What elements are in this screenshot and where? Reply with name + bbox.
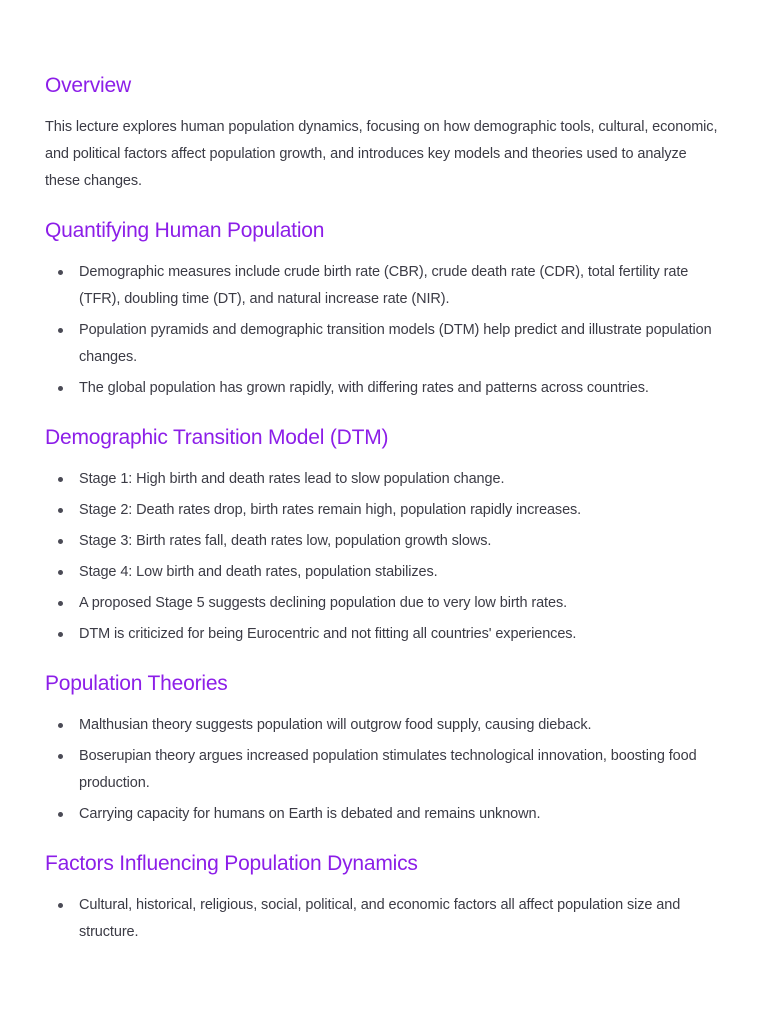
bullet-list xyxy=(45,466,723,648)
list-item xyxy=(45,590,723,617)
bullet-icon xyxy=(58,903,63,908)
section-factors-influencing-population-dynamics xyxy=(45,850,723,946)
bullet-icon xyxy=(58,570,63,575)
section-title: Population Theories xyxy=(45,672,228,695)
list-item xyxy=(45,559,723,586)
bullet-icon xyxy=(58,508,63,513)
list-item-text: Stage 1: High birth and death rates lead to slow population change. xyxy=(79,471,505,487)
list-item xyxy=(45,259,723,313)
list-item-text: Stage 3: Birth rates fall, death rates low, population growth slows. xyxy=(79,533,492,549)
list-item xyxy=(45,497,723,524)
list-item-text: DTM is criticized for being Eurocentric and not fitting all countries' experiences. xyxy=(79,626,577,642)
section-title: Quantifying Human Population xyxy=(45,219,325,242)
bullet-icon xyxy=(58,723,63,728)
list-item-text: Stage 4: Low birth and death rates, population stabilizes. xyxy=(79,564,438,580)
section-demographic-transition-model xyxy=(45,424,723,648)
section-title: Overview xyxy=(45,74,131,97)
bullet-icon xyxy=(58,477,63,482)
section-title: Demographic Transition Model (DTM) xyxy=(45,426,389,449)
list-item xyxy=(45,621,723,648)
list-item-text: Stage 2: Death rates drop, birth rates remain high, population rapidly increases. xyxy=(79,502,582,518)
list-item-text: The global population has grown rapidly, with differing rates and patterns across countries. xyxy=(79,380,649,396)
list-item xyxy=(45,712,723,739)
bullet-icon xyxy=(58,539,63,544)
list-item-text: Population pyramids and demographic transition models (DTM) help predict and illustrate population changes. xyxy=(79,322,712,365)
bullet-icon xyxy=(58,328,63,333)
list-item xyxy=(45,892,723,946)
bullet-list xyxy=(45,259,723,402)
section-overview xyxy=(45,72,723,195)
bullet-icon xyxy=(58,601,63,606)
list-item-text: Cultural, historical, religious, social, political, and economic factors all affect population size and structure. xyxy=(79,897,681,940)
bullet-icon xyxy=(58,270,63,275)
list-item xyxy=(45,528,723,555)
bullet-icon xyxy=(58,812,63,817)
list-item xyxy=(45,743,723,797)
list-item-text: A proposed Stage 5 suggests declining population due to very low birth rates. xyxy=(79,595,568,611)
list-item xyxy=(45,801,723,828)
bullet-icon xyxy=(58,632,63,637)
list-item-text: Malthusian theory suggests population will outgrow food supply, causing dieback. xyxy=(79,717,592,733)
bullet-list xyxy=(45,892,723,946)
section-population-theories xyxy=(45,670,723,828)
bullet-icon xyxy=(58,754,63,759)
section-title: Factors Influencing Population Dynamics xyxy=(45,852,418,875)
section-quantifying-human-population xyxy=(45,217,723,402)
list-item xyxy=(45,375,723,402)
list-item xyxy=(45,317,723,371)
list-item-text: Demographic measures include crude birth rate (CBR), crude death rate (CDR), total fertility rate (TFR), doubling time (DT), and natural increase rate (NIR). xyxy=(79,264,689,307)
list-item-text: Boserupian theory argues increased population stimulates technological innovation, boosting food production. xyxy=(79,748,697,791)
list-item xyxy=(45,466,723,493)
bullet-list xyxy=(45,712,723,828)
section-paragraph: This lecture explores human population dynamics, focusing on how demographic tools, cultural, economic, and political factors affect population growth, and introduces key models and theories used to analyze these changes. xyxy=(45,119,718,189)
bullet-icon xyxy=(58,386,63,391)
list-item-text: Carrying capacity for humans on Earth is debated and remains unknown. xyxy=(79,806,541,822)
